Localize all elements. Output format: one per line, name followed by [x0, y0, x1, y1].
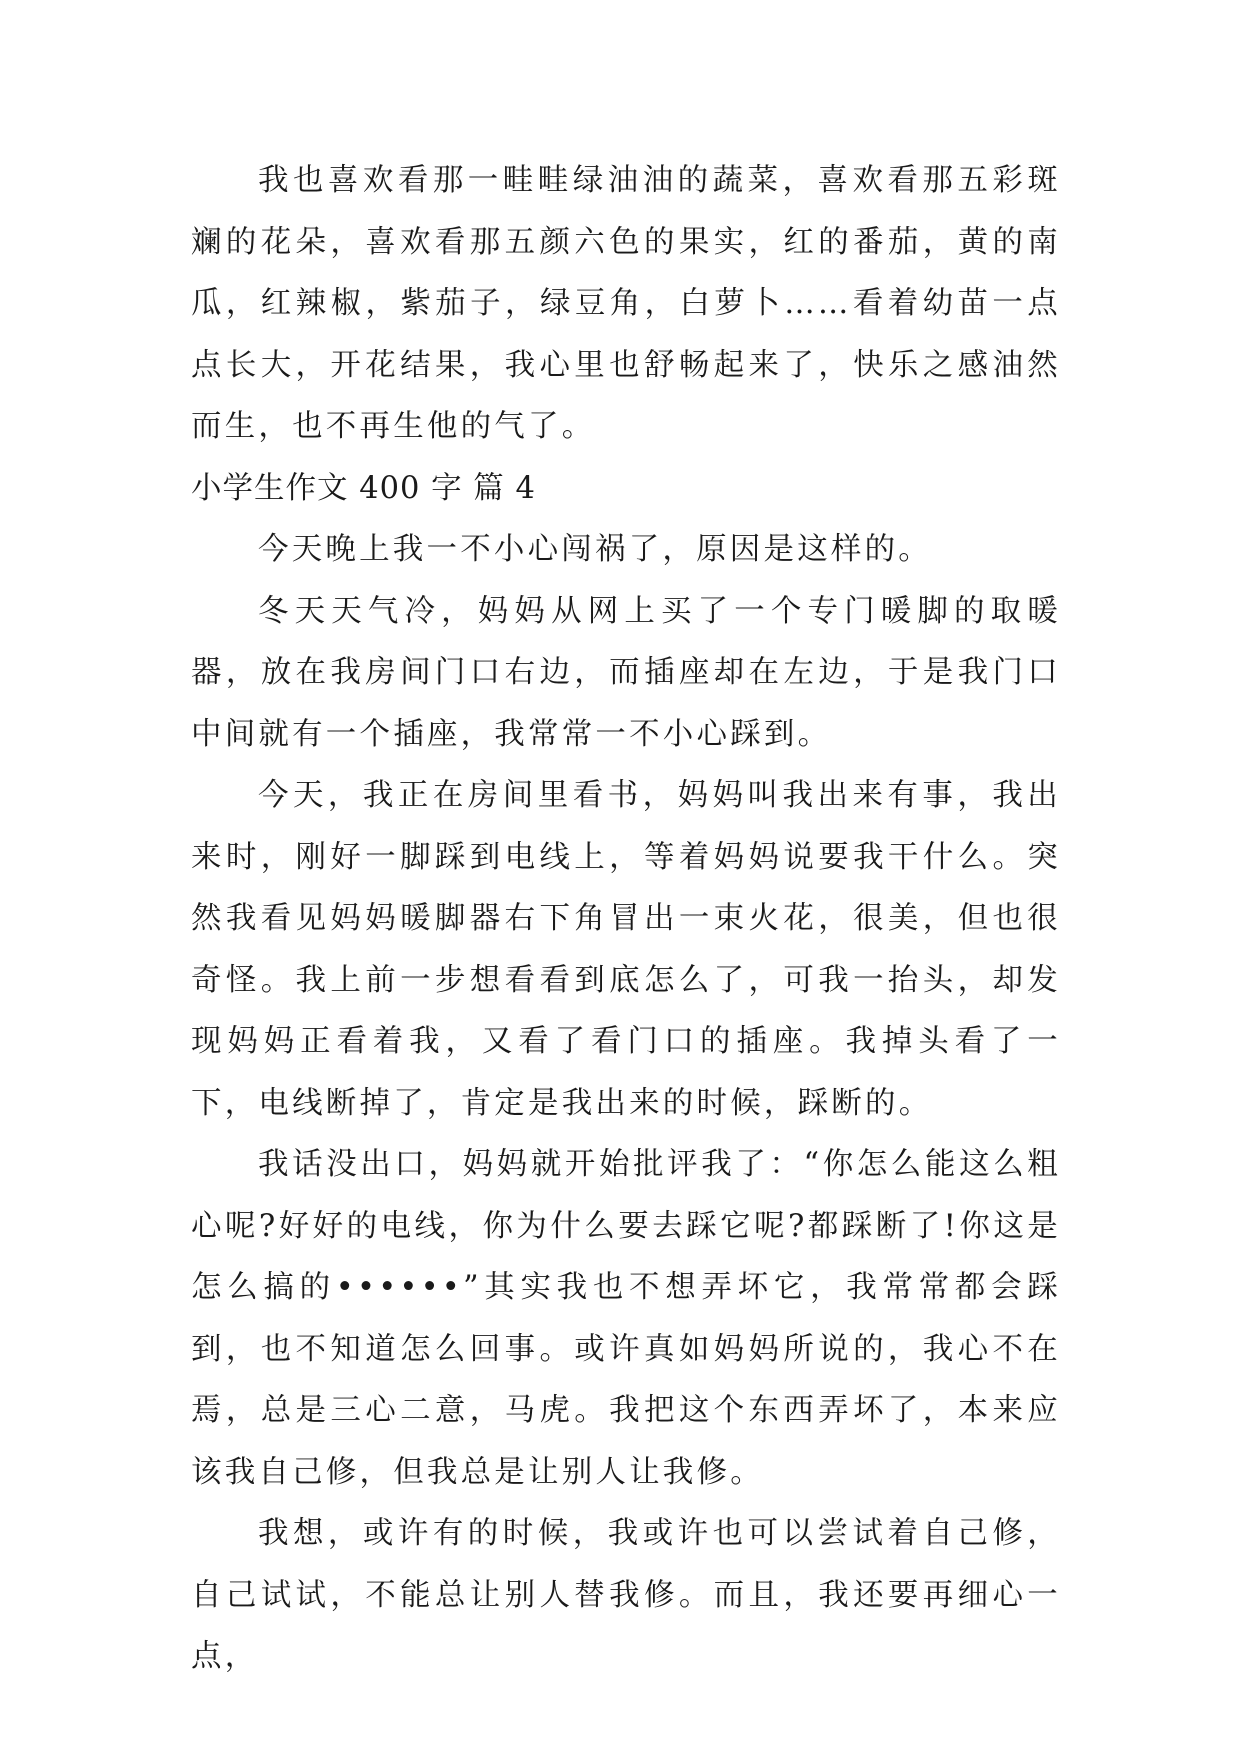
paragraph-incident: 今天，我正在房间里看书，妈妈叫我出来有事，我出来时，刚好一脚踩到电线上，等着妈妈说要我干什么。突然我看见妈妈暖脚器右下角冒出一束火花，很美，但也很奇怪。我上前一步想看看到底怎么了，可我一抬头，却发现妈妈正看着我，又看了看门口的插座。我掉头看了一下，电线断掉了，肯定是我出来的时候，踩断的。 [191, 778, 1061, 1121]
document-page [191, 150, 1061, 1688]
paragraph-reflection: 我想，或许有的时候，我或许也可以尝试着自己修，自己试试，不能总让别人替我修。而且，我还要再细心一点， [191, 1516, 1061, 1674]
paragraph-criticism: 我话没出口，妈妈就开始批评我了：“你怎么能这么粗心呢?好好的电线，你为什么要去踩它呢?都踩断了!你这是怎么搞的••••••”其实我也不想弄坏它，我常常都会踩到，也不知道怎么回事。或许真如妈妈所说的，我心不在焉，总是三心二意，马虎。我把这个东西弄坏了，本来应该我自己修，但我总是让别人让我修。 [191, 1147, 1061, 1490]
paragraph-intro: 今天晚上我一不小心闯祸了，原因是这样的。 [258, 532, 932, 567]
essay-heading: 小学生作文 400 字 篇 4 [191, 470, 536, 506]
paragraph-vegetables: 我也喜欢看那一畦畦绿油油的蔬菜，喜欢看那五彩斑斓的花朵，喜欢看那五颜六色的果实，红的番茄，黄的南瓜，红辣椒，紫茄子，绿豆角，白萝卜……看着幼苗一点点长大，开花结果，我心里也舒畅起来了，快乐之感油然而生，也不再生他的气了。 [191, 163, 1061, 444]
paragraph-heater: 冬天天气冷，妈妈从网上买了一个专门暖脚的取暖器，放在我房间门口右边，而插座却在左边，于是我门口中间就有一个插座，我常常一不小心踩到。 [191, 593, 1061, 752]
